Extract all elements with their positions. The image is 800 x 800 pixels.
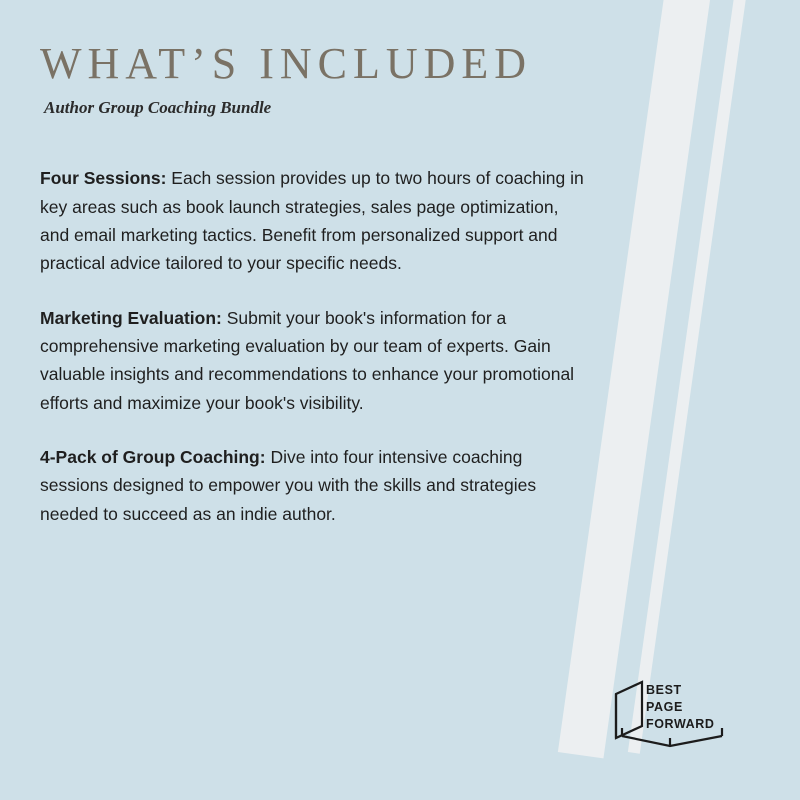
sections-list — [40, 164, 600, 528]
section-text: Dive into four intensive coaching sessions designed to empower you with the skills and strategies needed to succeed as an indie author. — [40, 447, 537, 524]
section-text: Each session provides up to two hours of coaching in key areas such as book launch strategies, sales page optimization, and email marketing tactics. Benefit from personalized support and practical advice tailored to your specific needs. — [40, 168, 584, 274]
section-lead: Four Sessions: — [40, 168, 167, 189]
page-title: WHAT’S INCLUDED — [40, 39, 533, 88]
section-item — [40, 443, 590, 528]
logo-line-3: FORWARD — [646, 716, 715, 731]
section-lead: 4-Pack of Group Coaching: — [40, 447, 266, 468]
section-text: Submit your book's information for a comprehensive marketing evaluation by our team of experts. Gain valuable insights and recommendations to enhance your promotional efforts and maximize your book's visibility. — [40, 307, 575, 413]
section-item — [40, 164, 590, 277]
logo-line-1: BEST — [646, 683, 682, 697]
brand-logo — [612, 680, 752, 752]
logo-line-2: PAGE — [646, 699, 683, 714]
section-item — [40, 304, 590, 417]
section-lead: Marketing Evaluation: — [40, 307, 222, 328]
content-area — [40, 40, 600, 528]
page-subtitle: Author Group Coaching Bundle — [44, 98, 272, 118]
logo-wordmark — [646, 682, 715, 732]
